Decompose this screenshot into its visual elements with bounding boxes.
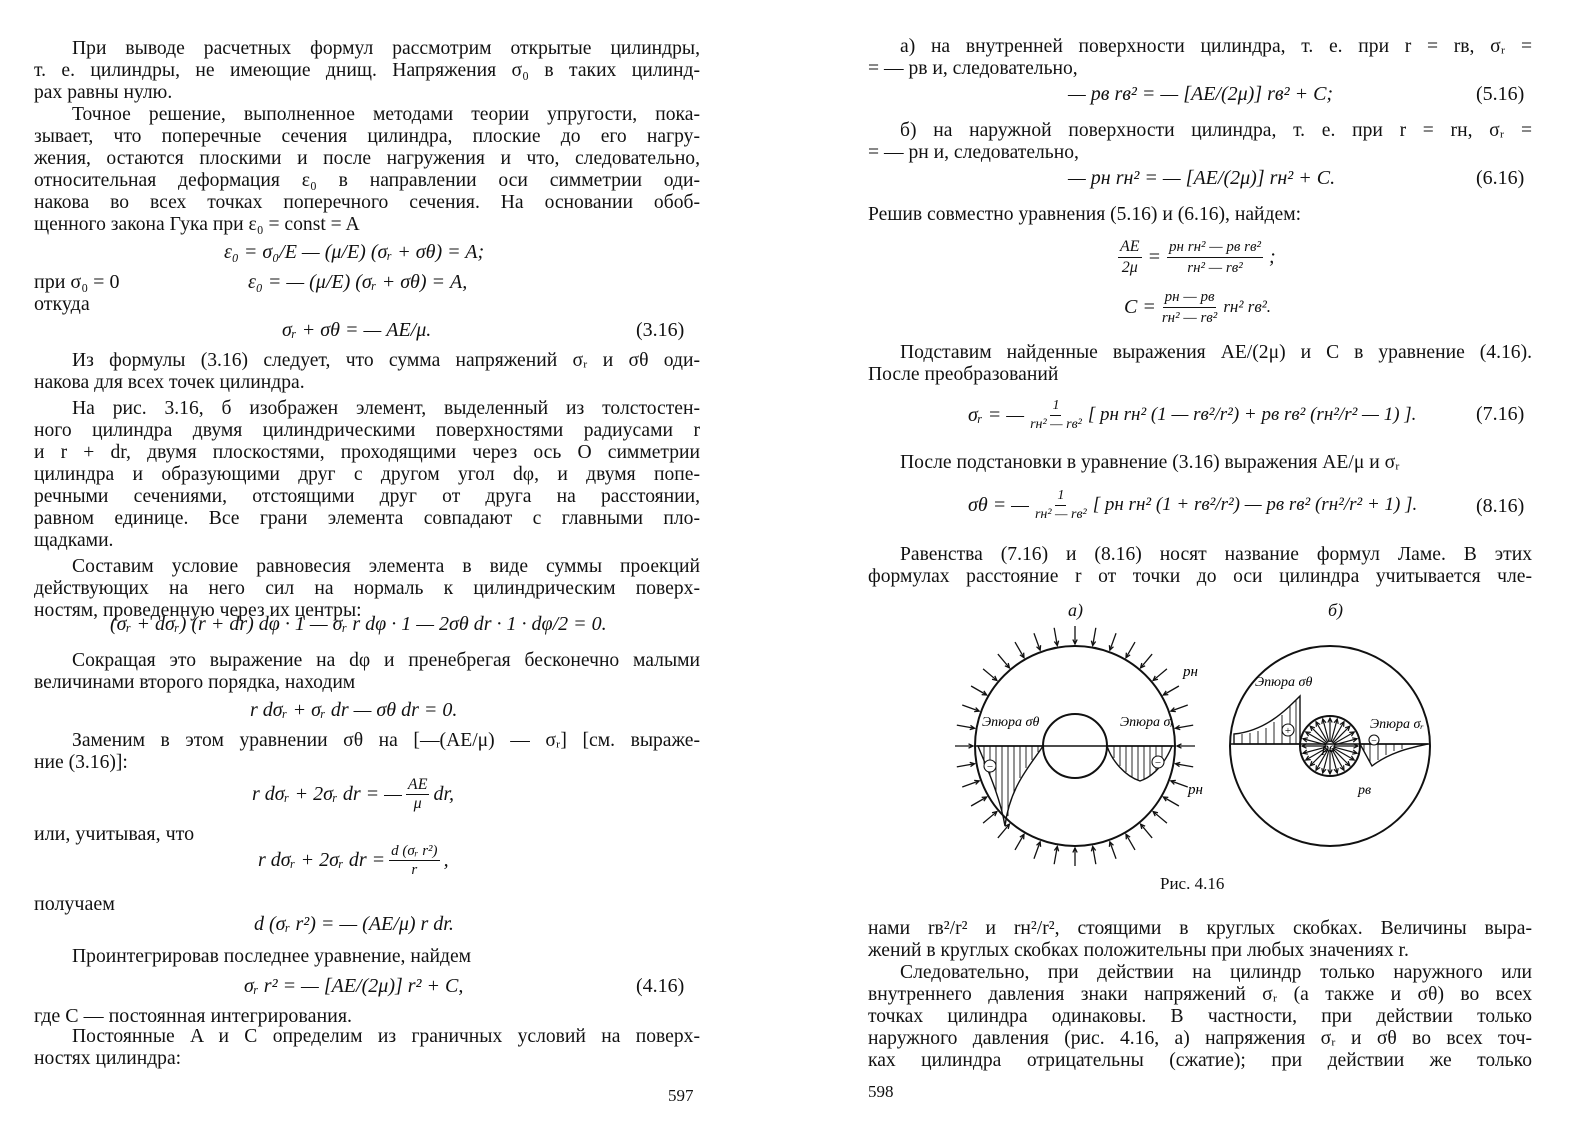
text-line: жений в круглых скобках положительны при любых значениях r. [868, 940, 1409, 961]
figure-label-a: а) [1068, 600, 1083, 620]
pressure-arrow [971, 686, 987, 695]
left-page [0, 0, 760, 1148]
text-line: Равенства (7.16) и (8.16) носят название формул Ламе. В этих [900, 544, 1532, 565]
text-line: действующих на него сил на нормаль к цилиндрическим поверх- [34, 578, 700, 599]
epure-theta-label: Эпюра σθ [982, 715, 1040, 730]
text-line: Сокращая это выражение на dφ и пренебрегая бесконечно малыми [72, 650, 700, 671]
figure-4-16 [950, 616, 1530, 866]
text-line: рах равны нулю. [34, 82, 173, 103]
eq-lhs: r dσᵣ + 2σᵣ dr = — [252, 782, 402, 805]
equation-simplified: r dσᵣ + σᵣ dr — σθ dr = 0. [250, 699, 458, 721]
plus-sign: + [1284, 725, 1292, 737]
text-line: При выводе расчетных формул рассмотрим открытые цилиндры, [72, 38, 700, 59]
text-line: щадками. [34, 530, 114, 551]
pressure-arrow [998, 824, 1010, 838]
equation-3-16: σᵣ + σθ = — AE/μ. [282, 319, 432, 341]
equation-eps-general: ε₀ = σ₀/E — (μ/E) (σᵣ + σθ) = A; [224, 241, 485, 263]
numerator: pн rн² — pв rв² [1167, 237, 1263, 258]
text-line: накова во всех точках поперечного сечения. На основании обоб- [34, 192, 700, 213]
denominator: rн² — rв² [1030, 416, 1082, 432]
fraction [1035, 487, 1087, 524]
pressure-arrow [1126, 642, 1135, 658]
page-number: 597 [668, 1086, 694, 1105]
text-line: формулах расстояние r от точки до оси цилиндра учитывается чле- [868, 566, 1532, 587]
text-line: точках цилиндра одинаковы. В частности, при действии только [868, 1006, 1532, 1027]
eq-lhs: σᵣ = — [968, 403, 1025, 426]
equation-substituted [252, 772, 454, 816]
pressure-arrow [983, 812, 997, 824]
text-line: = — pн и, следовательно, [868, 142, 1079, 163]
equation-7-16 [968, 390, 1416, 440]
pressure-arrow [1141, 824, 1153, 838]
text-line: ние (3.16)]: [34, 752, 128, 773]
text-line: речными сечениями, отстоящими друг от друга на расстоянии, [34, 486, 700, 507]
equation-number: (4.16) [636, 975, 685, 997]
numerator: AE [407, 775, 428, 793]
text-line: получаем [34, 893, 115, 915]
minus-sign: − [986, 761, 994, 773]
equation-c-solution [1124, 282, 1271, 332]
text-line: Следовательно, при действии на цилиндр только наружного или [900, 962, 1532, 983]
minus-sign: − [1371, 736, 1377, 747]
numerator: AE [1118, 237, 1142, 258]
pressure-arrow [983, 669, 997, 681]
denominator: rн² — rв² [1161, 309, 1218, 326]
text-line: = — pв и, следовательно, [868, 58, 1078, 79]
text-line: ностям, проведенную через их центры: [34, 600, 362, 621]
pressure-arrow [1153, 669, 1167, 681]
equation-number: (7.16) [1476, 403, 1525, 425]
epure-theta-area [978, 746, 1043, 826]
text-line: и r + dr, двумя плоскостями, проходящими через ось O симметрии [34, 442, 700, 463]
denominator: rн² — rв² [1034, 506, 1087, 522]
eq-lhs: r dσᵣ + 2σᵣ dr = [258, 848, 386, 871]
equation-equilibrium: (σᵣ + dσᵣ) (r + dr) dφ · 1 — σᵣ r dφ · 1 — 2σθ dr · 1 · dφ/2 = 0. [110, 613, 607, 635]
text-line: накова для всех точек цилиндра. [34, 372, 305, 393]
pressure-outer-label: pн [1188, 782, 1203, 798]
pressure-inner-label: pв [1322, 741, 1336, 756]
pressure-arrow [1141, 654, 1153, 668]
text-line: Составим условие равновесия элемента в виде суммы проекций [72, 556, 700, 577]
pressure-arrow [971, 797, 987, 806]
text-line: Постоянные A и C определим из граничных условий на поверх- [72, 1026, 700, 1047]
fraction [1167, 237, 1263, 278]
pressure-arrow [1153, 812, 1167, 824]
text-line: щенного закона Гука при ε₀ = const = A [34, 214, 360, 235]
text-line: Решив совместно уравнения (5.16) и (6.16), найдем: [868, 204, 1302, 225]
pressure-arrow [998, 654, 1010, 668]
text-line: наружного давления (рис. 4.16, а) напряжения σᵣ и σθ во всех точ- [868, 1028, 1532, 1049]
denominator: μ [413, 794, 422, 812]
text-line: равном единице. Все грани элемента совпадают с главными пло- [34, 508, 700, 529]
equation-number: (5.16) [1476, 83, 1525, 105]
right-page [800, 0, 1586, 1148]
pressure-arrow [1163, 686, 1179, 695]
numerator: 1 [1050, 397, 1061, 416]
equation-6-16: — pн rн² = — [AE/(2μ)] rн² + C. [1068, 167, 1336, 189]
pressure-arrow [1126, 834, 1135, 850]
eq-tail: , [443, 848, 449, 871]
eq-body: [ pн rн² (1 + rв²/r²) — pв rв² (rн²/r² + 1) ]. [1092, 494, 1418, 515]
pressure-arrow [1163, 797, 1179, 806]
eq-tail: rн² rв². [1223, 297, 1272, 316]
minus-sign: − [1154, 757, 1162, 769]
equation-number: (3.16) [636, 319, 685, 341]
page-number: 598 [868, 1082, 894, 1101]
equation-differential: d (σᵣ r²) = — (AE/μ) r dr. [254, 913, 454, 935]
text-line: Точное решение, выполненное методами теории упругости, пока- [72, 104, 700, 125]
fraction [1162, 287, 1217, 328]
cylinder-b [1230, 646, 1430, 846]
pressure-outer-label: pн [1183, 664, 1198, 680]
pressure-arrow [1015, 834, 1024, 850]
eq-tail: dr, [433, 782, 455, 805]
text-line: ках цилиндра отрицательны (сжатие); при действии же только [868, 1050, 1532, 1071]
fraction [389, 842, 439, 879]
text-line: где C — постоянная интегрирования. [34, 1005, 353, 1027]
equals-sign: = [1147, 245, 1162, 268]
text-line: Заменим в этом уравнении σθ на [—(AE/μ) — σᵣ] [см. выраже- [72, 730, 700, 751]
equation-number: (6.16) [1476, 167, 1525, 189]
equation-eps-zero: ε₀ = — (μ/E) (σᵣ + σθ) = A, [248, 271, 468, 293]
equation-4-16: σᵣ r² = — [AE/(2μ)] r² + C, [244, 975, 464, 997]
text-line: После подстановки в уравнение (3.16) выражения AE/μ и σᵣ [900, 452, 1400, 473]
text-line: т. е. цилиндры, не имеющие днищ. Напряжения σ₀ в таких цилинд- [34, 60, 700, 81]
text-line: жения, остаются плоскими и после нагружения и что, следовательно, [34, 148, 700, 169]
text-line: Из формулы (3.16) следует, что сумма напряжений σᵣ и σθ оди- [72, 350, 700, 371]
cylinder-a [955, 626, 1203, 866]
epure-r-label: Эпюра σᵣ [1370, 717, 1424, 732]
text-line: На рис. 3.16, б изображен элемент, выделенный из толстостен- [72, 398, 700, 419]
text-line: ного цилиндра двумя цилиндрическими поверхностями радиусами r [34, 420, 700, 441]
fraction [406, 776, 430, 813]
denominator: 2μ [1121, 258, 1138, 276]
text-line: величинами второго порядка, находим [34, 672, 356, 693]
numerator: pн — pв [1163, 287, 1217, 308]
fraction [1118, 237, 1142, 278]
fraction [1030, 397, 1082, 434]
eq-lhs: σθ = — [968, 493, 1029, 516]
eq-lhs: C = [1124, 295, 1156, 318]
equation-8-16 [968, 480, 1417, 530]
denominator: rн² — rв² [1187, 259, 1243, 276]
when-label: при σ₀ = 0 [34, 271, 120, 293]
equation-ae-solution [1118, 232, 1276, 282]
text-line: После преобразований [868, 364, 1059, 385]
text-line: Проинтегрировав последнее уравнение, найдем [72, 946, 472, 967]
text-line: нами rв²/r² и rн²/r², стоящими в круглых скобках. Величины выра- [868, 918, 1532, 939]
text-line: б) на наружной поверхности цилиндра, т. е. при r = rн, σᵣ = [900, 120, 1532, 141]
numerator: 1 [1055, 487, 1066, 506]
text-line: зывает, что поперечные сечения цилиндра, плоские до его нагру- [34, 126, 700, 147]
text-line: ностях цилиндра: [34, 1048, 182, 1069]
equation-5-16: — pв rв² = — [AE/(2μ)] rв² + C; [1068, 83, 1334, 105]
epure-theta-label: Эпюра σθ [1255, 675, 1313, 690]
equation-number: (8.16) [1476, 495, 1525, 517]
text-line: а) на внутренней поверхности цилиндра, т. е. при r = rв, σᵣ = [900, 36, 1532, 57]
pressure-arrow [1015, 642, 1024, 658]
figure-caption: Рис. 4.16 [1160, 874, 1225, 893]
text-line: цилиндра и образующими друг с другом угол dφ, и двумя попе- [34, 464, 700, 485]
eq-tail: ; [1268, 245, 1276, 268]
text-line: относительная деформация ε₀ в направлении оси симметрии оди- [34, 170, 700, 191]
eq-body: [ pн rн² (1 — rв²/r²) + pв rв² (rн²/r² — 1) ]. [1087, 404, 1417, 425]
denominator: r [411, 861, 418, 878]
figure-label-b: б) [1328, 600, 1344, 620]
numerator: d (σᵣ r²) [391, 842, 438, 859]
text-line: внутреннего давления знаки напряжений σᵣ (а также и σθ) во всех [868, 984, 1532, 1005]
text-line: Подставим найденные выражения AE/(2μ) и C в уравнение (4.16). [900, 342, 1532, 363]
equation-derivative [258, 838, 449, 882]
pressure-inner-label: pв [1358, 783, 1372, 798]
text-line: или, учитывая, что [34, 823, 195, 845]
whence-label: откуда [34, 293, 90, 315]
epure-r-label: Эпюра σᵣ [1120, 715, 1174, 730]
